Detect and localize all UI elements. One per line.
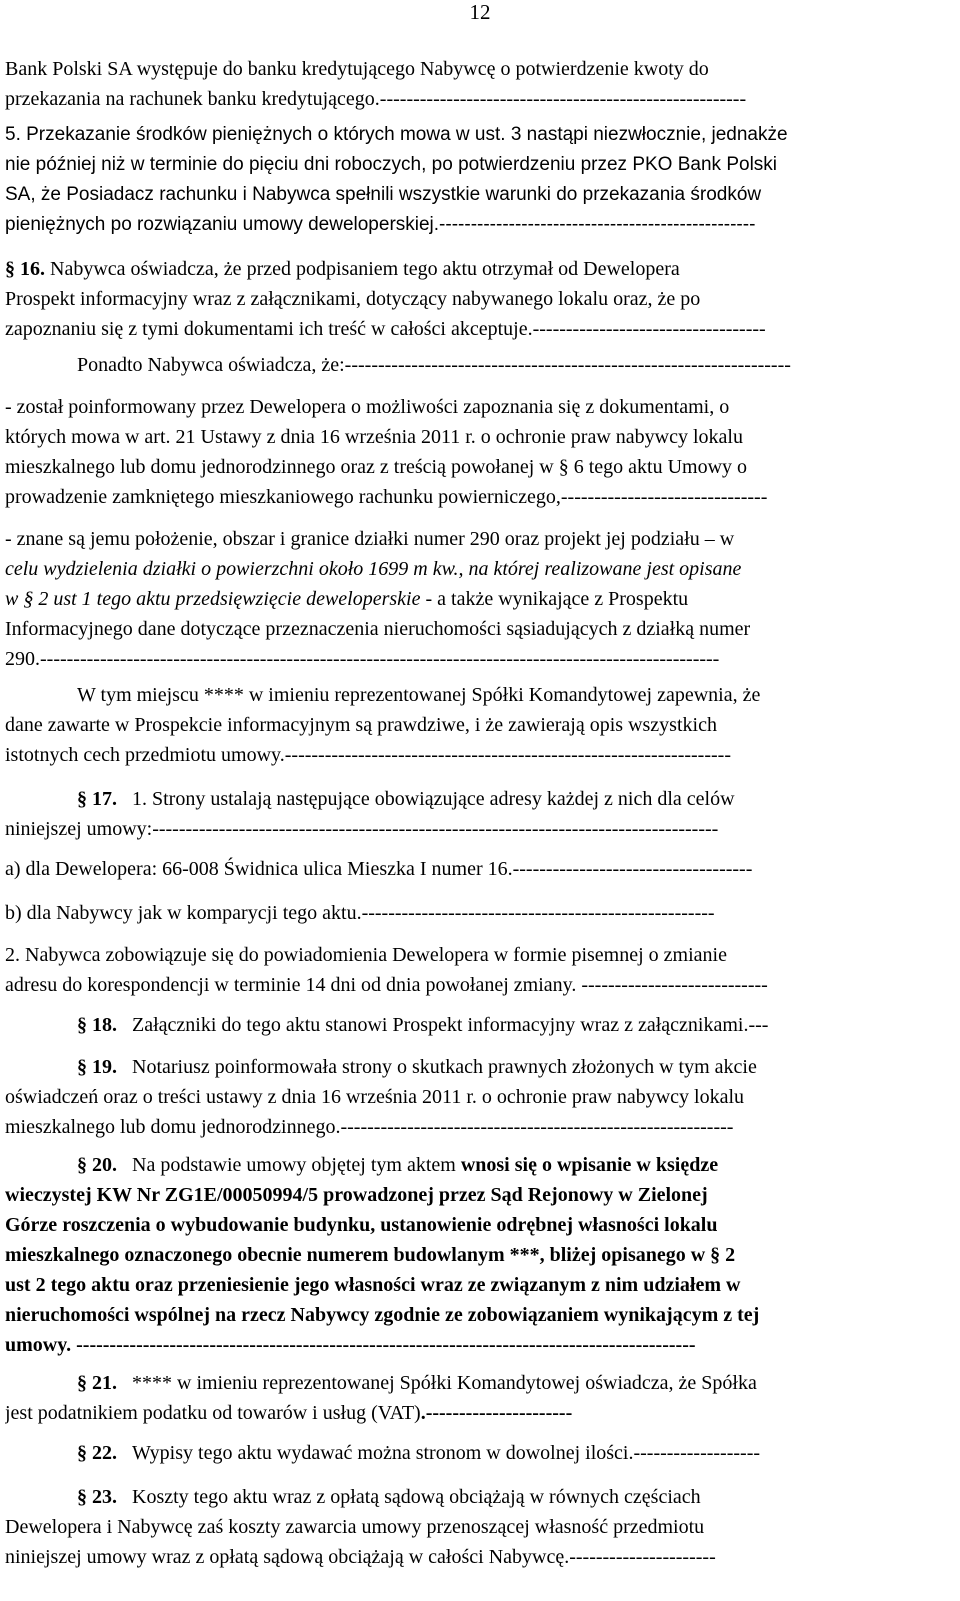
section-19: [5, 1052, 937, 1142]
section-16-bullet-2: [5, 524, 937, 674]
text-segment: wnosi się o wpisanie w księdze: [460, 1154, 719, 1176]
text-segment: w § 2 ust 1 tego aktu przedsięwzięcie deweloperskie: [5, 588, 421, 610]
text-line: [5, 584, 937, 614]
text-line: zapoznaniu się z tymi dokumentami ich treść w całości akceptuje.-----------------------------------: [5, 318, 766, 340]
text-line: SA, że Posiadacz rachunku i Nabywca spełnili wszystkie warunki do przekazania środków: [5, 184, 762, 205]
text-segment: - a także wynikające z Prospektu: [420, 588, 689, 610]
section-20: [5, 1150, 937, 1360]
text-line: istotnych cech przedmiotu umowy.-------------------------------------------------------------------: [5, 744, 731, 766]
text-line: [5, 1150, 937, 1180]
text-line: niniejszej umowy wraz z opłatą sądową obciążają w całości Nabywcę.----------------------: [5, 1546, 716, 1568]
text-line: Górze roszczenia o wybudowanie budynku, ustanowienie odrębnej własności lokalu: [5, 1214, 718, 1236]
page-number: 12: [469, 0, 491, 24]
text-line: Informacyjnego dane dotyczące przeznaczenia nieruchomości sąsiadujących z działką numer: [5, 618, 751, 640]
text-line: których mowa w art. 21 Ustawy z dnia 16 września 2011 r. o ochronie praw nabywcy lokalu: [5, 426, 743, 448]
text-line: nie później niż w terminie do pięciu dni roboczych, po potwierdzeniu przez PKO Bank Polski: [5, 154, 778, 175]
section-number: § 20.: [77, 1154, 117, 1176]
text-line: b) dla Nabywcy jak w komparycji tego aktu.-----------------------------------------------------: [5, 902, 715, 924]
text-line: Dewelopera i Nabywcę zaś koszty zawarcia umowy przenoszącej własność przedmiotu: [5, 1516, 705, 1538]
text-line: [5, 1368, 937, 1398]
section-number: § 19.: [77, 1056, 117, 1078]
text-line: [5, 1398, 937, 1428]
text-segment: jest podatnikiem podatku od towarów i usług (VAT): [5, 1402, 421, 1424]
section-16: [5, 254, 937, 344]
text-line: a) dla Dewelopera: 66-008 Świdnica ulica Mieszka I numer 16.------------------------------------: [5, 858, 753, 880]
text-line: [5, 1010, 937, 1040]
text-line: celu wydzielenia działki o powierzchni około 1699 m kw., na której realizowane jest opisane: [5, 558, 742, 580]
section-17-address-a: [5, 854, 937, 884]
text-line: [5, 254, 937, 284]
text-line: niniejszej umowy:-------------------------------------------------------------------------------------: [5, 818, 719, 840]
text-line: - został poinformowany przez Dewelopera o możliwości zapoznania się z dokumentami, o: [5, 396, 730, 418]
section-16-warranty: [5, 680, 937, 770]
text-line: pieniężnych po rozwiązaniu umowy deweloperskiej.--------------------------------------------------: [5, 214, 756, 235]
section-17-address-b: [5, 898, 937, 928]
text-segment: Notariusz poinformowała strony o skutkach prawnych złożonych w tym akcie: [132, 1056, 757, 1078]
text-line: wieczystej KW Nr ZG1E/00050994/5 prowadzonej przez Sąd Rejonowy w Zielonej: [5, 1184, 708, 1206]
text-line: prowadzenie zamkniętego mieszkaniowego rachunku powierniczego,-------------------------------: [5, 486, 768, 508]
paragraph-funds-transfer: [5, 120, 937, 240]
section-number: § 16.: [5, 258, 45, 280]
text-line: [5, 1482, 937, 1512]
text-segment: Koszty tego aktu wraz z opłatą sądową obciążają w równych częściach: [132, 1486, 701, 1508]
text-line: [5, 1052, 937, 1082]
text-line: przekazania na rachunek banku kredytującego.-------------------------------------------------------: [5, 88, 747, 110]
text-line: 2. Nabywca zobowiązuje się do powiadomienia Dewelopera w formie pisemnej o zmianie: [5, 944, 727, 966]
paragraph-bank-confirmation: [5, 54, 937, 114]
section-number: § 21.: [77, 1372, 117, 1394]
text-line: [5, 1438, 937, 1468]
text-segment: .----------------------: [420, 1402, 573, 1424]
section-16-declaration: [5, 350, 937, 380]
text-segment: **** w imieniu reprezentowanej Spółki Komandytowej oświadcza, że Spółka: [132, 1372, 757, 1394]
section-18: [5, 1010, 937, 1040]
text-segment: Nabywca oświadcza, że przed podpisaniem tego aktu otrzymał od Dewelopera: [50, 258, 680, 280]
text-line: Bank Polski SA występuje do banku kredytującego Nabywcę o potwierdzenie kwoty do: [5, 58, 709, 80]
text-segment: Wypisy tego aktu wydawać można stronom w dowolnej ilości.-------------------: [132, 1442, 761, 1464]
section-17-point-2: [5, 940, 937, 1000]
text-line: adresu do korespondencji w terminie 14 dni od dnia powołanej zmiany. ----------------------------: [5, 974, 768, 996]
text-line: umowy. ---------------------------------------------------------------------------------------------: [5, 1334, 696, 1356]
text-line: mieszkalnego oznaczonego obecnie numerem budowlanym ***, bliżej opisanego w § 2: [5, 1244, 736, 1266]
section-17: [5, 784, 937, 844]
text-line: [5, 784, 937, 814]
section-21: [5, 1368, 937, 1428]
text-line: Prospekt informacyjny wraz z załącznikami, dotyczący nabywanego lokalu oraz, że po: [5, 288, 701, 310]
section-number: § 22.: [77, 1442, 117, 1464]
text-line: W tym miejscu **** w imieniu reprezentowanej Spółki Komandytowej zapewnia, że: [77, 684, 761, 706]
section-23: [5, 1482, 937, 1572]
text-line: oświadczeń oraz o treści ustawy z dnia 16 września 2011 r. o ochronie praw nabywcy lokalu: [5, 1086, 745, 1108]
text-segment: 1. Strony ustalają następujące obowiązujące adresy każdej z nich dla celów: [132, 788, 735, 810]
section-number: § 18.: [77, 1014, 117, 1036]
section-22: [5, 1438, 937, 1468]
text-line: mieszkalnego lub domu jednorodzinnego.-----------------------------------------------------------: [5, 1116, 734, 1138]
text-line: 290.------------------------------------------------------------------------------------------------------: [5, 648, 720, 670]
section-number: § 23.: [77, 1486, 117, 1508]
text-line: dane zawarte w Prospekcie informacyjnym są prawdziwe, i że zawierają opis wszystkich: [5, 714, 717, 736]
text-line: 5. Przekazanie środków pieniężnych o których mowa w ust. 3 nastąpi niezwłocznie, jednakże: [5, 124, 788, 145]
text-line: - znane są jemu położenie, obszar i granice działki numer 290 oraz projekt jej podziału – w: [5, 528, 735, 550]
text-line: mieszkalnego lub domu jednorodzinnego oraz z treścią powołanej w § 6 tego aktu Umowy o: [5, 456, 748, 478]
text-line: ust 2 tego aktu oraz przeniesienie jego własności wraz ze związanym z nim udziałem w: [5, 1274, 741, 1296]
text-segment: Załączniki do tego aktu stanowi Prospekt informacyjny wraz z załącznikami.---: [132, 1014, 769, 1036]
text-segment: Na podstawie umowy objętej tym aktem: [132, 1154, 461, 1176]
text-line: nieruchomości wspólnej na rzecz Nabywcy zgodnie ze zobowiązaniem wynikającym z tej: [5, 1304, 760, 1326]
text-line: Ponadto Nabywca oświadcza, że:-------------------------------------------------------------------: [77, 354, 791, 376]
section-16-bullet-1: [5, 392, 937, 512]
section-number: § 17.: [77, 788, 117, 810]
